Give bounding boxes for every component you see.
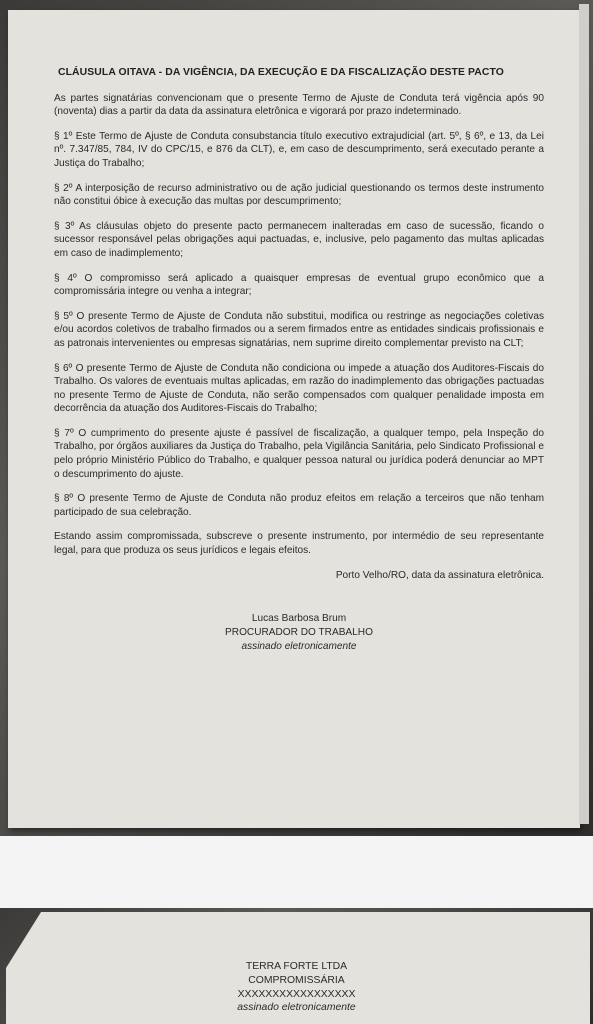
paragraph-s3: § 3º As cláusulas objeto do presente pacto permanecem inalteradas em caso de sucessão, ficando o sucessor responsável pelas obrigações aqui pactuadas, e, inclusive, pelo pagamento das multas aplicadas em caso de inadimplemento; [54, 220, 544, 259]
signer-name: Lucas Barbosa Brum [251, 613, 347, 625]
company-name: TERRA FORTE LTDA [245, 961, 348, 972]
company-id: XXXXXXXXXXXXXXXXX [237, 988, 356, 1000]
signature-note: assinado eletronicamente [241, 641, 357, 653]
document-photo-bottom [0, 908, 593, 1024]
paragraph-intro: As partes signatárias convencionam que o presente Termo de Ajuste de Conduta terá vigência após 90 (noventa) dias a partir da data da assinatura eletrônica e vigorará por prazo indeterminado. [54, 92, 544, 118]
paragraph-s2: § 2º A interposição de recurso administrativo ou de ação judicial questionando os termos deste instrumento não constitui óbice à execução das multas por descumprimento; [54, 182, 544, 208]
page-edge [579, 4, 589, 824]
signature-note: assinado eletronicamente [237, 1002, 356, 1014]
paragraph-s4: § 4º O compromisso será aplicado a quaisquer empresas de eventual grupo econômico que a compromissária integre ou venha a integrar; [54, 272, 544, 298]
clause-title: CLÁUSULA OITAVA - DA VIGÊNCIA, DA EXECUÇÃO E DA FISCALIZAÇÃO DESTE PACTO [58, 67, 504, 78]
paragraph-s6: § 6º O presente Termo de Ajuste de Conduta não condiciona ou impede a atuação dos Auditores-Fiscais do Trabalho. Os valores de eventuais multas aplicadas, em razão do inadimplemento das obrigações pactuadas no presente Termo de Ajuste de Conduta, não serão compensados com qualquer penalidade imposta em decorrência da atuação dos Auditores-Fiscais do Trabalho; [54, 362, 544, 415]
paragraph-s8: § 8º O presente Termo de Ajuste de Conduta não produz efeitos em relação a terceiros que não tenham participado de sua celebração. [54, 493, 544, 518]
signer-role: PROCURADOR DO TRABALHO [225, 627, 373, 639]
photo-gap [0, 836, 593, 908]
paragraph-s7: § 7º O cumprimento do presente ajuste é passível de fiscalização, a qualquer tempo, pela Inspeção do Trabalho, por órgãos auxiliares da Justiça do Trabalho, pela Vigilância Sanitária, pelo Sindicato Profissional e pelo próprio Ministério Público do Trabalho, e qualquer pessoa natural ou jurídica poderá denunciar ao MPT o descumprimento do ajuste. [54, 427, 544, 480]
place-date: Porto Velho/RO, data da assinatura eletrônica. [335, 569, 544, 581]
paragraph-s1: § 1º Este Termo de Ajuste de Conduta consubstancia título executivo extrajudicial (art. 5º, § 6º, e 13, da Lei nº. 7.347/85, 784, IV do CPC/15, e 876 da CLT), e, em caso de descumprimento, será executado perante a Justiça do Trabalho; [54, 130, 544, 169]
paragraph-s5: § 5º O presente Termo de Ajuste de Conduta não substitui, modifica ou restringe as negociações coletivas e/ou acordos coletivos de trabalho firmados ou a serem firmados entre as entidades sindicais profissionais e as patronais intervenientes ou empresas signatárias, nem suprime direito complementar previsto na CLT; [54, 310, 544, 349]
document-body [54, 66, 544, 654]
document-page [8, 10, 580, 828]
paragraph-closing: Estando assim compromissada, subscreve o presente instrumento, por intermédio de seu representante legal, para que produza os seus jurídicos e legais efeitos. [54, 531, 544, 557]
signature-block-prosecutor [54, 612, 544, 654]
signature-block-company [0, 960, 593, 1015]
company-role: COMPROMISSÁRIA [248, 974, 345, 986]
